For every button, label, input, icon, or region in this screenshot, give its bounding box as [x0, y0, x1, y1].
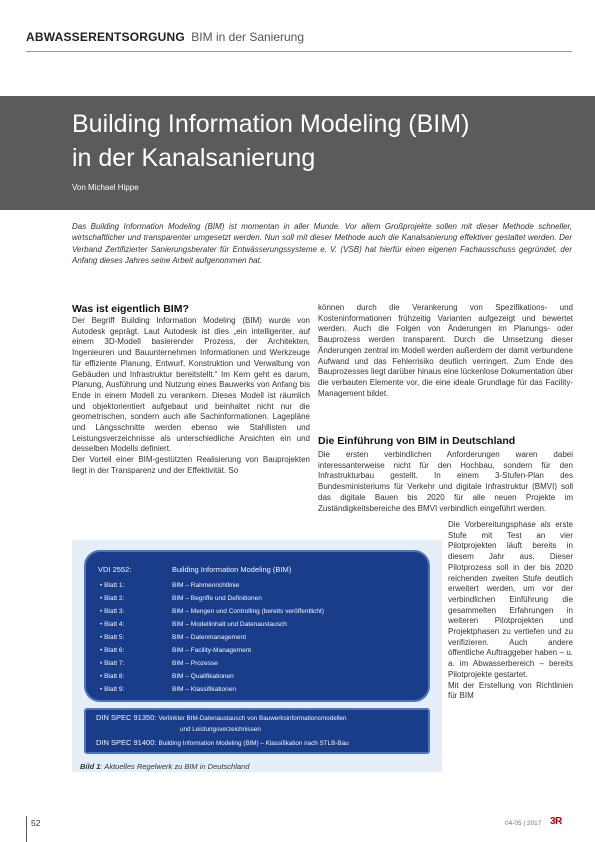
author-byline: Von Michael Hippe — [72, 183, 139, 192]
din-spec-91350-cont — [180, 723, 261, 735]
vdi-2552-panel — [84, 550, 430, 702]
caption-text: : Aktuelles Regelwerk zu BIM in Deutschland — [100, 762, 250, 771]
body-paragraph: können durch die Verankerung von Spezifikations- und Kosteninformationen frühzeitig Varianten aufgezeigt und bewertet werden. Auch die Folgen von Änderungen im Planungs- oder Bauprozess werden transparent. Durch die Umsetzung dieser Änderungen zentral im Modell werden außerdem der damit verbundene Aufwand und das Fehlerrisiko deutlich verringert. Zum Ende des Bauprozesses liegt darüber hinaus eine lückenlose Dokumentation über die verbauten Elemente vor, die eine ideale Grundlage für das Facility-Management bildet. — [318, 303, 573, 398]
article-title — [72, 107, 572, 175]
sheet-value: BIM – Facility-Management — [172, 647, 252, 654]
left-column — [72, 303, 310, 477]
body-paragraph: Der Begriff Building Information Modeling (BIM) wurde von Autodesk geprägt. Laut Autodesk ist dies „ein intelligenter, auf einem 3D-Modell basierender Prozess, der Architekten, Ingenieuren und Bauunternehmen Informationen und Werkzeuge für effiziente Planung, Entwurf, Konstruktion und Verwaltung von Gebäuden und Infrastruktur bereitstellt.“ Im Kern geht es darum, Planung, Ausführung und Nutzung eines Bauwerks von Anfang bis Ende in einem Modell zu verankern. Dieses Modell ist räumlich und objektorientiert aufgebaut und beinhaltet nicht nur die geometrischen, sondern auch alle Sachinformationen. Lagepläne und Längsschnitte werden ebenso wie Stahllisten und Leistungsverzeichnisse als unterschiedliche Ansichten ein und desselben Modells definiert. — [72, 316, 310, 454]
sheet-label: • Blatt 4: — [100, 621, 125, 628]
right-column-top — [318, 303, 573, 399]
din-spec-panel — [84, 708, 430, 754]
sheet-label: • Blatt 6: — [100, 647, 125, 654]
din-spec-91400 — [96, 737, 349, 749]
article-intro: Das Building Information Modeling (BIM) ist momentan in aller Munde. Vor allem Großprojekte sollen mit dieser Methode schneller, wirtschaftlicher und transparenter umgesetzt werden. Nun soll mit dieser Methode auch die Kanalsanierung effektiver gestaltet werden. Der Verband Zertifizierter Sanierungsberater für Entwässerungssysteme e. V. (VSB) hat hierfür einen eigenen Fachausschuss gegründet, der Anfang dieses Jahres seine Arbeit aufgenommen hat. — [72, 222, 572, 265]
sheet-value: BIM – Modellinhalt und Datenaustausch — [172, 621, 287, 628]
sheet-value: BIM – Qualifikationen — [172, 673, 234, 680]
issue-info: 04-05 | 2017 — [505, 820, 542, 827]
title-line-2: in der Kanalsanierung — [72, 144, 316, 172]
title-line-1: Building Information Modeling (BIM) — [72, 110, 470, 138]
spec-value: und Leistungsverzeichnissen — [180, 726, 261, 733]
sheet-value: BIM – Datenmanagement — [172, 634, 247, 641]
right-column-middle — [318, 450, 573, 514]
section-rubric — [26, 30, 304, 44]
body-paragraph: Der Vorteil einer BIM-gestützten Realisierung von Bauprojekten liegt in der Transparenz und der Effektivität. So — [72, 455, 310, 475]
sheet-label: • Blatt 8: — [100, 673, 125, 680]
rubric-sub: BIM in der Sanierung — [191, 30, 305, 44]
sheet-label: • Blatt 7: — [100, 660, 125, 667]
vdi-label: VDI 2552: — [98, 565, 132, 574]
figure-caption — [80, 762, 249, 772]
magazine-logo: 3R — [550, 816, 562, 827]
body-paragraph: Mit der Erstellung von Richtlinien für BIM — [448, 680, 573, 701]
sheet-value: BIM – Prozesse — [172, 660, 218, 667]
footer-marker — [26, 816, 27, 842]
header-divider — [26, 51, 572, 52]
sheet-label: • Blatt 9: — [100, 686, 125, 693]
rubric-main: ABWASSERENTSORGUNG — [26, 30, 185, 44]
sheet-label: • Blatt 2: — [100, 595, 125, 602]
sheet-value: BIM – Rahmenrichtlinie — [172, 582, 240, 589]
caption-label: Bild 1 — [80, 762, 101, 771]
spec-label: DIN SPEC 91350: — [96, 713, 157, 722]
spec-label: DIN SPEC 91400: — [96, 738, 157, 747]
sheet-label: • Blatt 1: — [100, 582, 125, 589]
sheet-label: • Blatt 5: — [100, 634, 125, 641]
sheet-value: BIM – Begriffe und Definitionen — [172, 595, 262, 602]
spec-value: Building Information Modeling (BIM) – Klassifikation nach STLB-Bau — [158, 740, 349, 747]
body-paragraph: Die Vorbereitungsphase als erste Stufe mit Test an vier Pilotprojekten läuft bereits in diesem Jahr aus. Dieser Pilotprozess soll in der bis 2020 reichenden zweiten Stufe deutlich erweitert werden, um vor der verbindlichen Einführung die gesammelten Erfahrungen in weiteren Pilotprojekten und Projektphasen zu vertiefen und zu verifizieren. Auch andere öffentliche Auftraggeber haben – u. a. im Abwasserbereich – bereits Pilotprojekte gestartet. — [448, 520, 573, 679]
sheet-label: • Blatt 3: — [100, 608, 125, 615]
narrow-column — [448, 520, 573, 702]
body-paragraph: Die ersten verbindlichen Anforderungen waren dabei interessanterweise nicht für den Hochbau, sondern für den Infrastrukturbau gestellt. In einem 3-Stufen-Plan des Bundesministeriums für Verkehr und digitale Infrastruktur (BMVI) soll das digitale Bauen bis 2020 für alle neuen Projekte im Zuständigkeitsbereiche des BMVI verbindlich eingeführt werden. — [318, 450, 573, 513]
figure-regulations — [72, 540, 442, 772]
spec-value: Verlinkter BIM-Datenaustausch von Bauwerksinformationsmodellen — [158, 715, 347, 722]
page-number: 52 — [31, 818, 41, 828]
sheet-value: BIM – Klassifikationen — [172, 686, 236, 693]
sheet-value: BIM – Mengen und Controlling (bereits veröffentlicht) — [172, 608, 324, 615]
section-heading: Die Einführung von BIM in Deutschland — [318, 435, 516, 447]
vdi-title: Building Information Modeling (BIM) — [172, 565, 292, 574]
section-heading: Was ist eigentlich BIM? — [72, 303, 189, 315]
